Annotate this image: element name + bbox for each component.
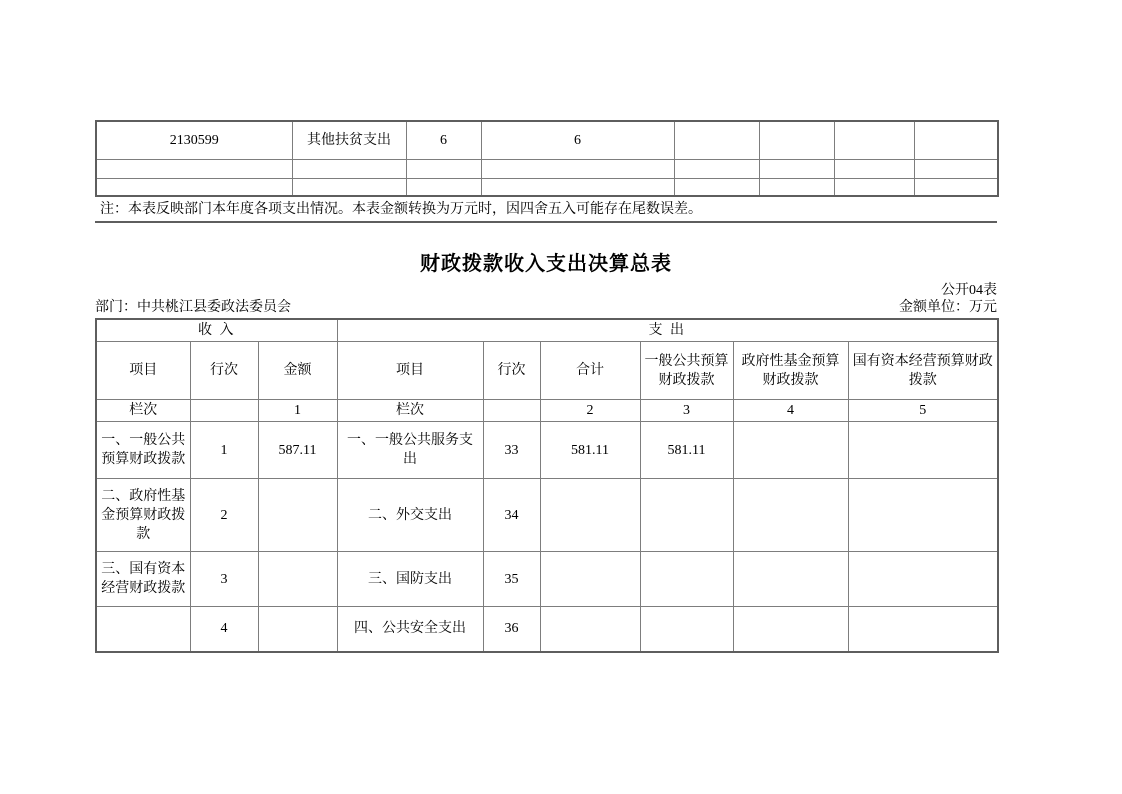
empty-cell: [834, 178, 914, 196]
cell-subject-code: 2130599: [96, 121, 292, 159]
index-cell: 栏次: [96, 400, 190, 422]
col-header-income-line: 行次: [190, 342, 258, 400]
cell-line-no: 3: [190, 552, 258, 607]
cell-amount: [674, 121, 759, 159]
col-header-income-amount: 金额: [258, 342, 337, 400]
empty-cell: [481, 159, 674, 178]
cell-amount: 6: [406, 121, 481, 159]
table-row: [96, 422, 998, 479]
cell-amount: [640, 607, 733, 652]
empty-cell: [759, 159, 834, 178]
col-header-income-item: 项目: [96, 342, 190, 400]
cell-amount: [914, 121, 998, 159]
col-header-state-capital: 国有资本经营预算财政拨款: [848, 342, 998, 400]
section-header-row: [96, 319, 998, 342]
cell-line-no: 2: [190, 479, 258, 552]
table-row: [96, 479, 998, 552]
cell-subject-name: 其他扶贫支出: [292, 121, 406, 159]
empty-cell: [292, 178, 406, 196]
cell-exp-item: 一、一般公共服务支出: [337, 422, 483, 479]
cell-amount: [640, 479, 733, 552]
cell-amount: 581.11: [540, 422, 640, 479]
cell-line-no: 34: [483, 479, 540, 552]
cell-exp-item: 四、公共安全支出: [337, 607, 483, 652]
table-footnote: 注：本表反映部门本年度各项支出情况。本表金额转换为万元时，因四舍五入可能存在尾数误差。: [95, 199, 997, 223]
empty-cell: [481, 178, 674, 196]
table-row: [96, 159, 998, 178]
empty-cell: [406, 159, 481, 178]
cell-amount: 6: [481, 121, 674, 159]
index-cell: 栏次: [337, 400, 483, 422]
col-header-govt-fund: 政府性基金预算财政拨款: [733, 342, 848, 400]
index-cell: 1: [258, 400, 337, 422]
cell-amount: [258, 479, 337, 552]
cell-amount: [733, 479, 848, 552]
empty-cell: [292, 159, 406, 178]
table-row: [96, 178, 998, 196]
empty-cell: [406, 178, 481, 196]
index-cell: [483, 400, 540, 422]
cell-income-item: [96, 607, 190, 652]
empty-cell: [914, 178, 998, 196]
column-index-row: [96, 400, 998, 422]
column-header-row: [96, 342, 998, 400]
cell-amount: [733, 552, 848, 607]
cell-amount: [640, 552, 733, 607]
col-header-exp-total: 合计: [540, 342, 640, 400]
cell-line-no: 36: [483, 607, 540, 652]
table-row: [96, 121, 998, 159]
cell-line-no: 33: [483, 422, 540, 479]
cell-amount: [540, 479, 640, 552]
cell-amount: 587.11: [258, 422, 337, 479]
col-header-exp-item: 项目: [337, 342, 483, 400]
cell-income-item: 一、一般公共预算财政拨款: [96, 422, 190, 479]
index-cell: 3: [640, 400, 733, 422]
cell-exp-item: 三、国防支出: [337, 552, 483, 607]
cell-amount: [848, 607, 998, 652]
empty-cell: [96, 178, 292, 196]
expenditure-detail-table: [95, 120, 999, 197]
public-table-code: 公开04表: [941, 283, 997, 298]
cell-income-item: 三、国有资本经营财政拨款: [96, 552, 190, 607]
empty-cell: [914, 159, 998, 178]
cell-amount: [258, 607, 337, 652]
empty-cell: [674, 159, 759, 178]
report-meta-row: [95, 296, 997, 316]
department-label: 部门：中共桃江县委政法委员会: [95, 300, 291, 315]
income-section-header: 收 入: [96, 319, 337, 342]
cell-amount: [733, 422, 848, 479]
col-header-general-budget: 一般公共预算财政拨款: [640, 342, 733, 400]
cell-income-item: 二、政府性基金预算财政拨款: [96, 479, 190, 552]
report-title: 财政拨款收入支出决算总表: [420, 253, 672, 275]
cell-line-no: 1: [190, 422, 258, 479]
index-cell: [190, 400, 258, 422]
expenditure-detail-table-fragment: [95, 120, 997, 197]
empty-cell: [834, 159, 914, 178]
table-row: [96, 552, 998, 607]
cell-amount: [540, 552, 640, 607]
index-cell: 4: [733, 400, 848, 422]
cell-line-no: 35: [483, 552, 540, 607]
cell-amount: [540, 607, 640, 652]
cell-line-no: 4: [190, 607, 258, 652]
cell-amount: [848, 552, 998, 607]
empty-cell: [759, 178, 834, 196]
col-header-exp-line: 行次: [483, 342, 540, 400]
cell-amount: [848, 479, 998, 552]
empty-cell: [96, 159, 292, 178]
cell-amount: [733, 607, 848, 652]
table-row: [96, 607, 998, 652]
cell-amount: [834, 121, 914, 159]
fiscal-summary-table: [95, 318, 999, 653]
cell-amount: [848, 422, 998, 479]
index-cell: 2: [540, 400, 640, 422]
unit-label: 金额单位：万元: [899, 300, 997, 315]
cell-exp-item: 二、外交支出: [337, 479, 483, 552]
cell-amount: [258, 552, 337, 607]
empty-cell: [674, 178, 759, 196]
expenditure-section-header: 支 出: [337, 319, 998, 342]
index-cell: 5: [848, 400, 998, 422]
cell-amount: [759, 121, 834, 159]
fiscal-summary-table-wrap: [95, 318, 997, 653]
cell-amount: 581.11: [640, 422, 733, 479]
